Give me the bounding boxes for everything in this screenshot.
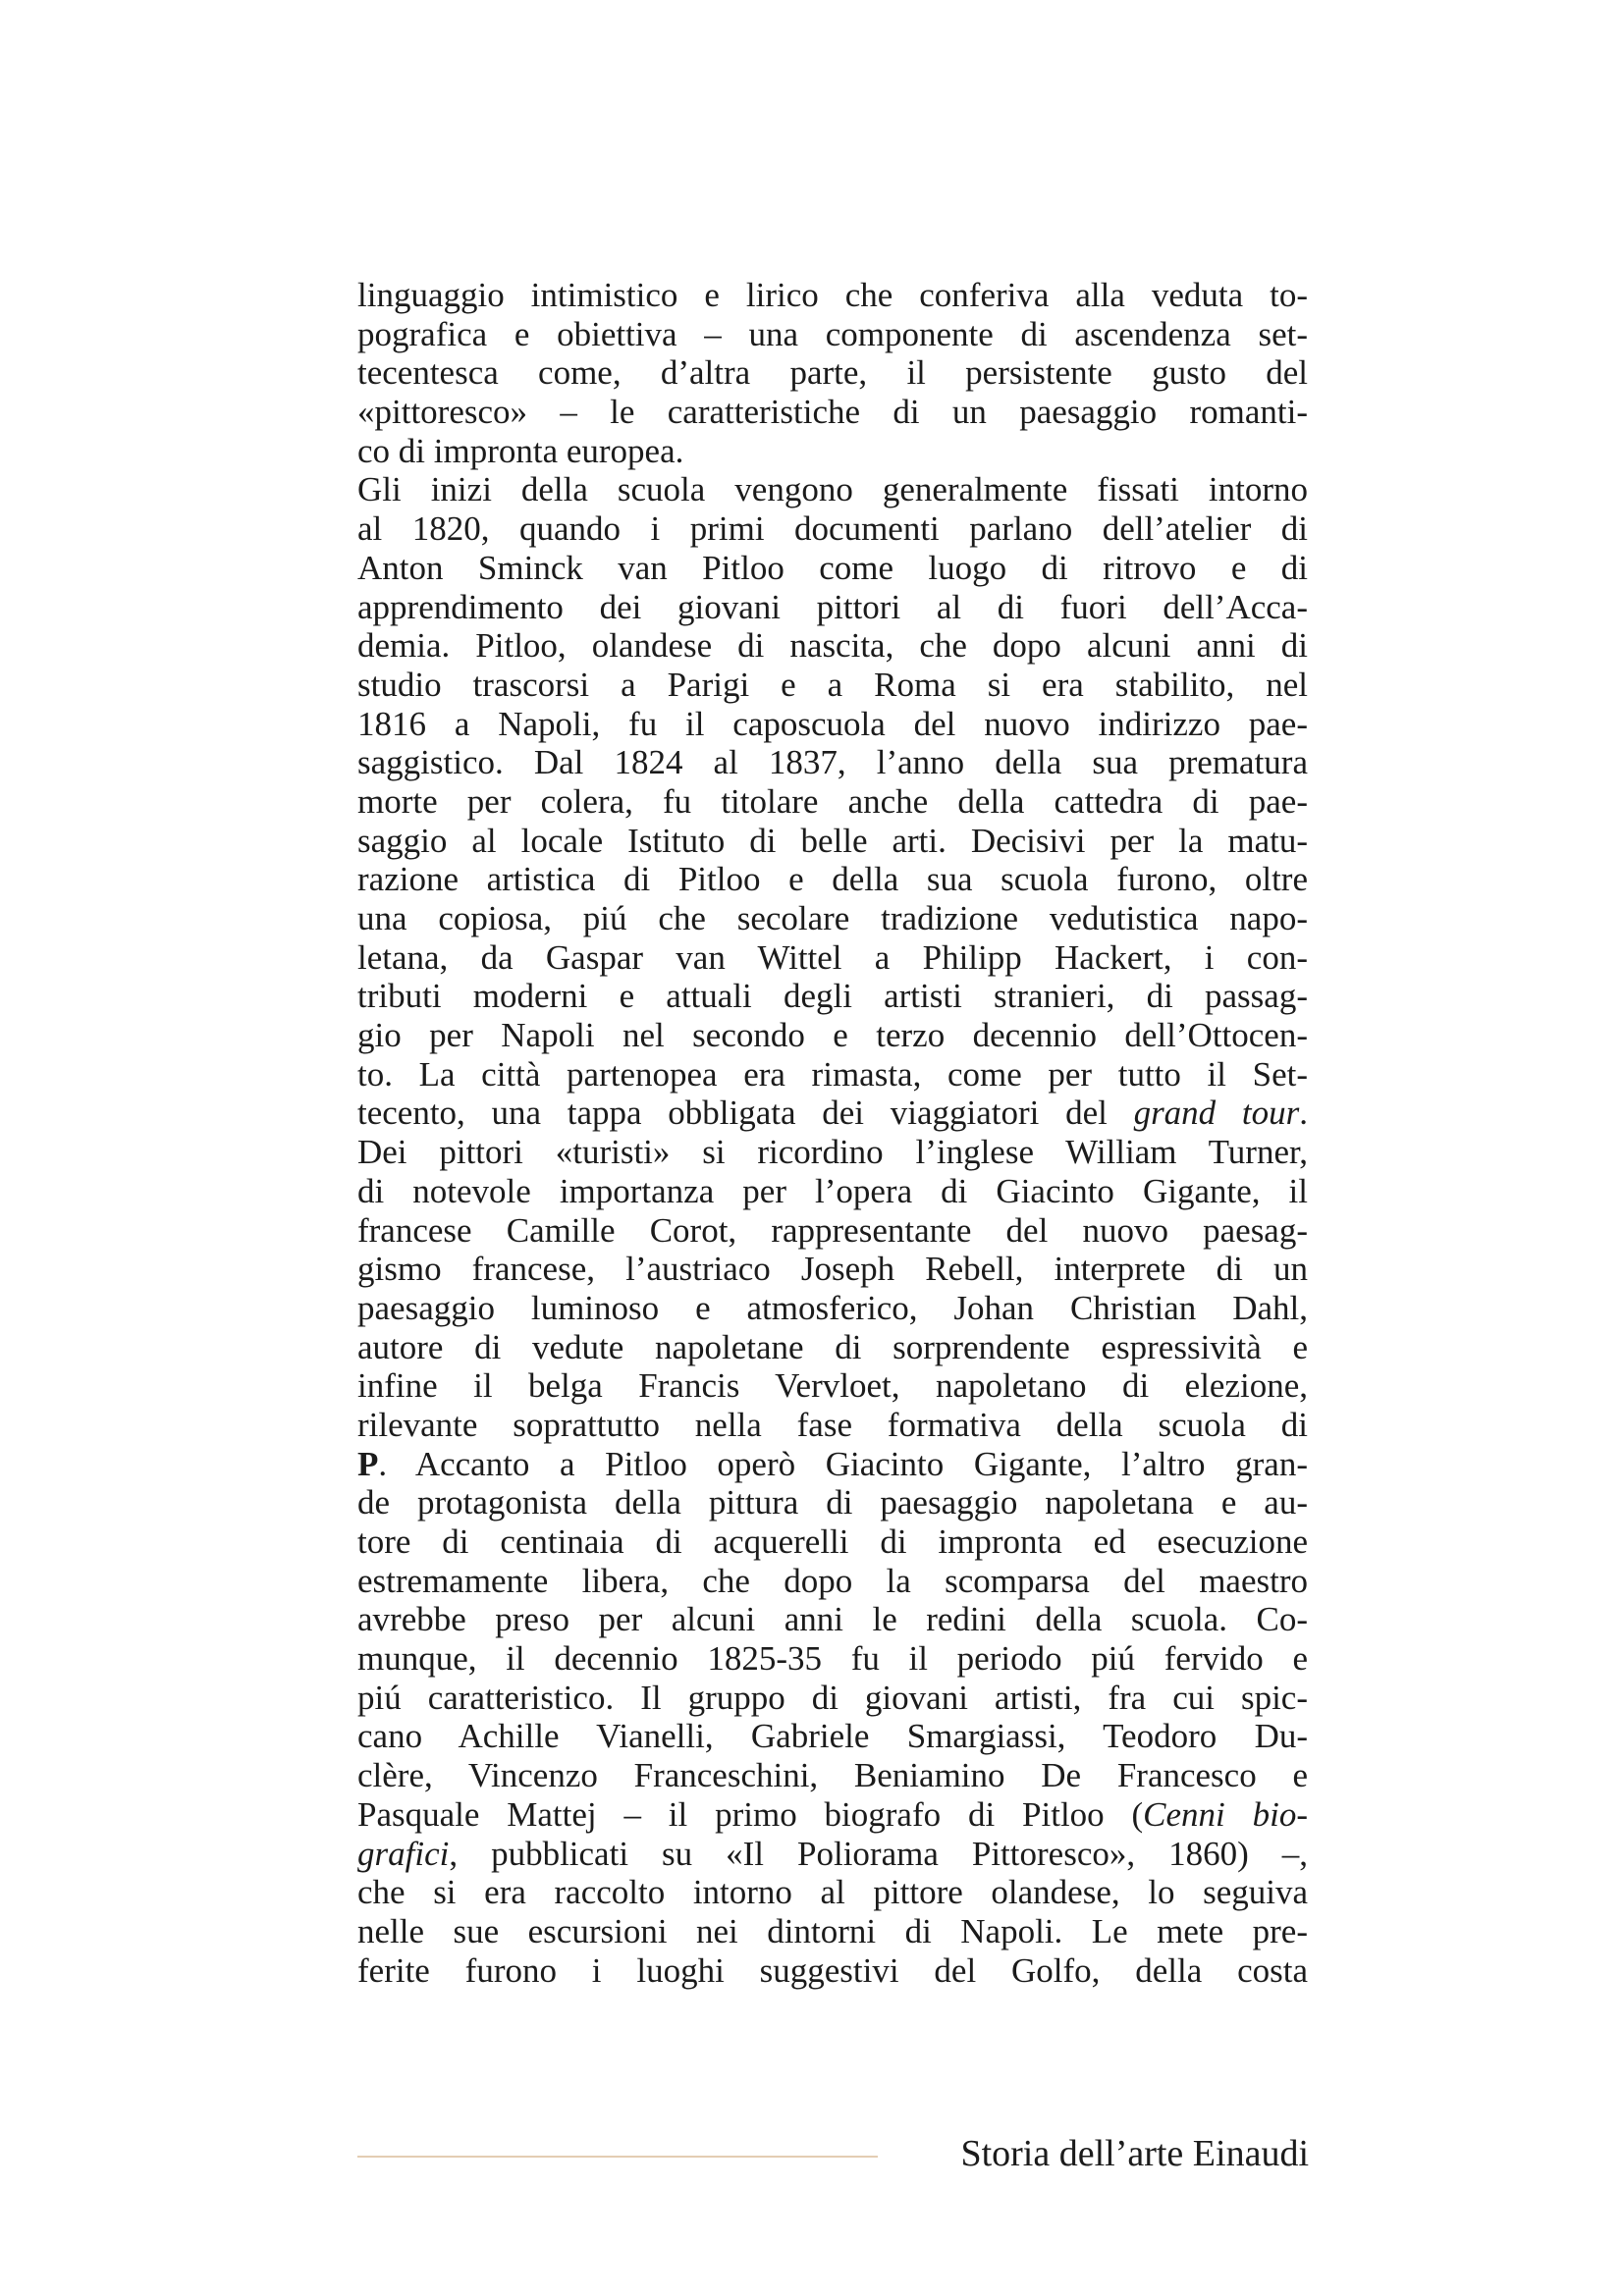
text-segment: cano Achille Vianelli, Gabriele Smargiassi, Teodoro Du- [357,1717,1308,1756]
text-line [357,1133,1308,1172]
text-line [357,353,1308,393]
text-segment: de protagonista della pittura di paesaggio napoletana e au- [357,1483,1308,1522]
text-segment: saggistico. Dal 1824 al 1837, l’anno della sua prematura [357,743,1308,782]
italic-text: grand tour [1133,1094,1300,1133]
text-segment: letana, da Gaspar van Wittel a Philipp Hackert, i con- [357,937,1308,977]
text-segment: paesaggio luminoso e atmosferico, Johan Christian Dahl, [357,1288,1308,1327]
text-line [357,1094,1308,1133]
text-line [357,1366,1308,1406]
text-segment: Gli inizi della scuola vengono generalmente fissati intorno [357,470,1308,509]
text-segment: studio trascorsi a Parigi e a Roma si era stabilito, nel [357,665,1308,704]
body-text [357,276,1308,1990]
text-line [357,1639,1308,1679]
text-line [357,1250,1308,1289]
text-segment: autore di vedute napoletane di sorprendente espressività e [357,1327,1308,1366]
text-segment: estremamente libera, che dopo la scomparsa del maestro [357,1561,1308,1600]
text-segment: Pasquale Mattej – il primo biografo di Pitloo ( [357,1794,1144,1834]
text-line [357,1717,1308,1756]
italic-text: Cenni bio- [1143,1794,1308,1834]
text-line [357,1016,1308,1055]
text-line [357,1562,1308,1601]
text-segment: pografica e obiettiva – una componente di ascendenza set- [357,314,1308,353]
text-segment: apprendimento dei giovani pittori al di fuori dell’Acca- [357,587,1308,626]
text-segment: Dei pittori «turisti» si ricordino l’inglese William Turner, [357,1133,1308,1172]
text-line [357,549,1308,588]
text-segment: gismo francese, l’austriaco Joseph Rebell, interprete di un [357,1250,1308,1289]
text-segment: morte per colera, fu titolare anche della cattedra di pae- [357,781,1308,821]
text-segment: saggio al locale Istituto di belle arti. Decisivi per la matu- [357,821,1308,860]
text-line [357,1328,1308,1367]
text-line [357,1679,1308,1718]
text-line [357,1873,1308,1912]
text-segment: munque, il decennio 1825-35 fu il periodo piú fervido e [357,1639,1308,1679]
text-segment: . [1299,1094,1308,1133]
text-line [357,782,1308,822]
text-segment: al 1820, quando i primi documenti parlano dell’atelier di [357,509,1308,549]
text-segment: nelle sue escursioni nei dintorni di Napoli. Le mete pre- [357,1911,1308,1950]
text-segment: tore di centinaia di acquerelli di impronta ed esecuzione [357,1522,1308,1561]
text-line [357,1172,1308,1211]
text-line [357,822,1308,861]
text-line [357,860,1308,899]
text-segment: demia. Pitloo, olandese di nascita, che dopo alcuni anni di [357,626,1308,666]
italic-text: grafici [357,1834,450,1873]
text-segment: che si era raccolto intorno al pittore olandese, lo seguiva [357,1873,1308,1912]
text-line [357,1445,1308,1484]
text-line [357,626,1308,666]
text-segment: . Accanto a Pitloo operò Giacinto Gigante, l’altro gran- [378,1444,1308,1483]
text-line [357,1795,1308,1835]
text-line [357,1951,1308,1991]
text-segment: razione artistica di Pitloo e della sua scuola furono, oltre [357,860,1308,899]
text-line [357,938,1308,978]
text-segment: linguaggio intimistico e lirico che conferiva alla veduta to- [357,276,1308,314]
text-line [357,1211,1308,1251]
footer-title: Storia dell’arte Einaudi [960,2133,1309,2174]
text-segment: gio per Napoli nel secondo e terzo decennio dell’Ottocen- [357,1016,1308,1055]
text-segment: , pubblicati su «Il Poliorama Pittoresco», 1860) –, [449,1834,1308,1873]
text-segment: di notevole importanza per l’opera di Giacinto Gigante, il [357,1171,1308,1210]
text-line [357,1756,1308,1795]
text-segment: 1816 a Napoli, fu il caposcuola del nuovo indirizzo pae- [357,704,1308,743]
text-line [357,1289,1308,1328]
text-segment: clère, Vincenzo Franceschini, Beniamino De Francesco e [357,1756,1308,1795]
text-line [357,1600,1308,1639]
text-line [357,1406,1308,1445]
text-line [357,666,1308,705]
text-segment: una copiosa, piú che secolare tradizione vedutistica napo- [357,899,1308,937]
text-line [357,1835,1308,1874]
text-segment: tributi moderni e attuali degli artisti stranieri, di passag- [357,977,1308,1016]
bold-text: P [357,1444,379,1483]
text-line [357,743,1308,782]
text-line [357,509,1308,549]
text-segment: «pittoresco» – le caratteristiche di un paesaggio romanti- [357,393,1308,432]
text-segment: Anton Sminck van Pitloo come luogo di ritrovo e di [357,548,1308,587]
text-line [357,977,1308,1016]
text-segment: francese Camille Corot, rappresentante del nuovo paesag- [357,1210,1308,1250]
text-line [357,1055,1308,1095]
text-segment: rilevante soprattutto nella fase formativa della scuola di [357,1405,1308,1444]
text-segment: co di impronta europea. [357,431,684,470]
text-segment: piú caratteristico. Il gruppo di giovani artisti, fra cui spic- [357,1678,1308,1717]
text-segment: avrebbe preso per alcuni anni le redini della scuola. Co- [357,1600,1308,1639]
text-segment: tecentesca come, d’altra parte, il persistente gusto del [357,353,1308,393]
text-segment: to. La città partenopea era rimasta, come per tutto il Set- [357,1054,1308,1094]
text-line [357,470,1308,509]
text-line [357,899,1308,938]
text-segment: infine il belga Francis Vervloet, napoletano di elezione, [357,1366,1308,1406]
text-line [357,432,1308,471]
footer-rule [357,2156,878,2158]
text-line [357,1483,1308,1522]
text-line [357,315,1308,354]
text-line [357,1912,1308,1951]
text-segment: ferite furono i luoghi suggestivi del Golfo, della costa [357,1950,1308,1990]
text-line [357,588,1308,627]
text-line [357,276,1308,315]
text-line [357,1522,1308,1562]
text-segment: tecento, una tappa obbligata dei viaggiatori del [357,1094,1134,1133]
text-line [357,705,1308,744]
text-line [357,393,1308,432]
